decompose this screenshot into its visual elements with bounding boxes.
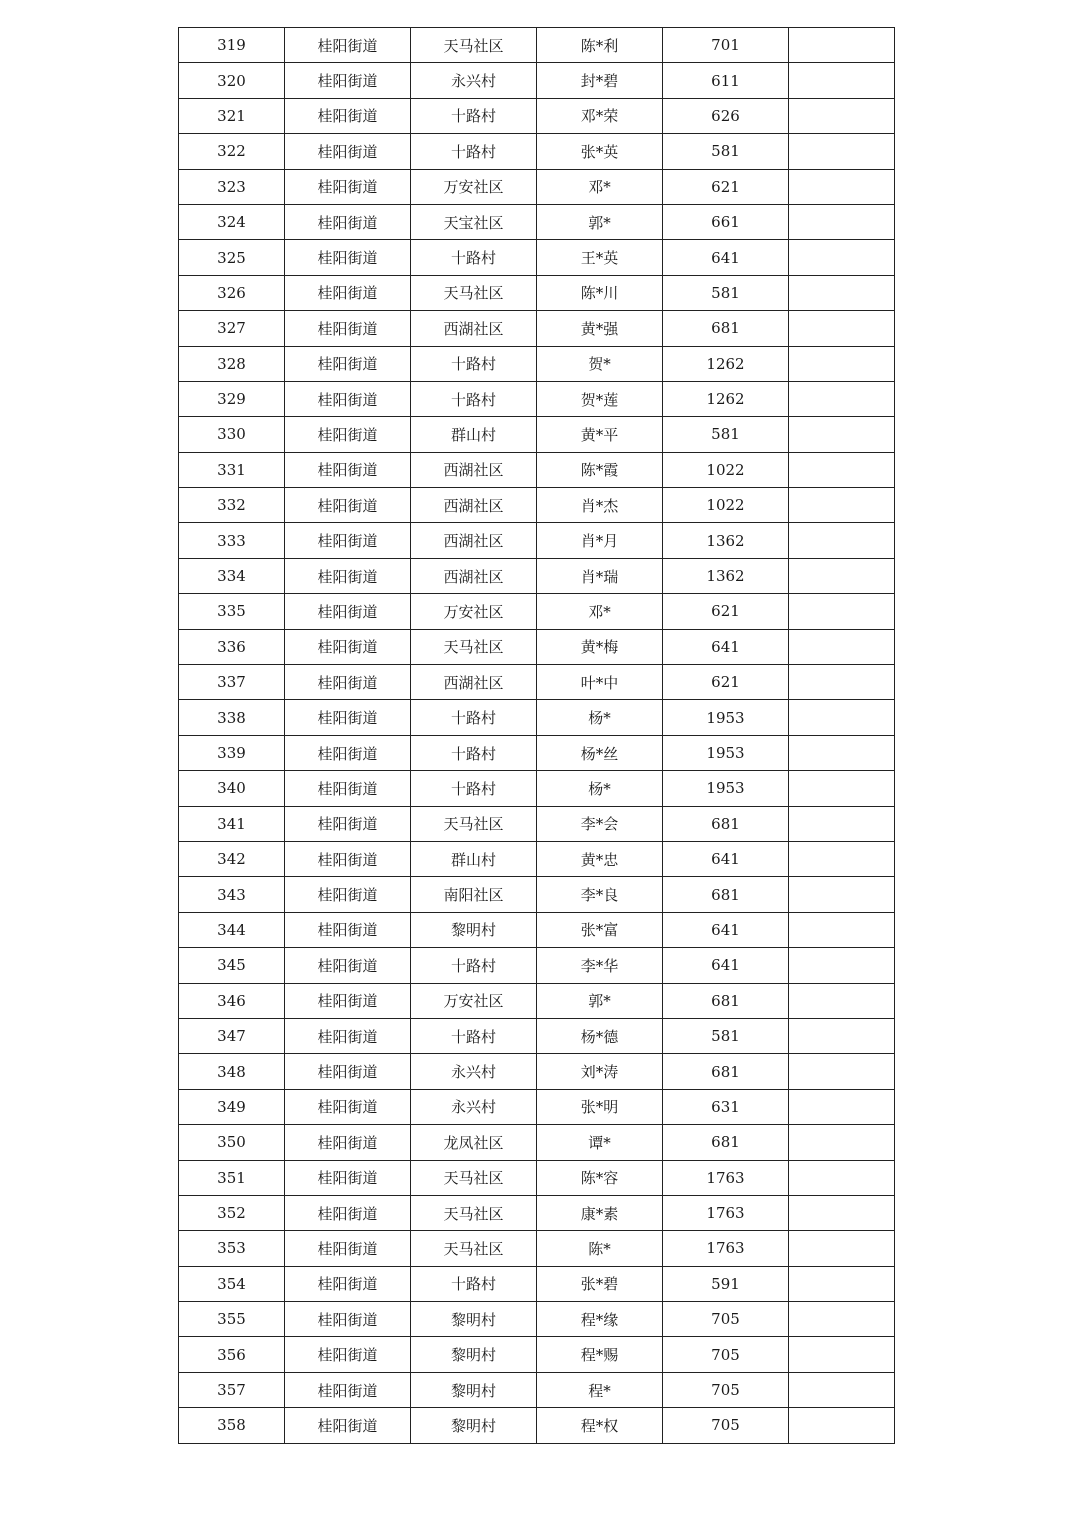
name-cell: 张*碧: [537, 1266, 663, 1301]
amount-cell: 705: [663, 1337, 789, 1372]
row-number-cell: 339: [179, 735, 285, 770]
community-cell: 龙凤社区: [411, 1125, 537, 1160]
note-cell: [789, 1266, 895, 1301]
street-cell: 桂阳街道: [285, 169, 411, 204]
table-row: [179, 771, 895, 806]
table-row: [179, 841, 895, 876]
note-cell: [789, 346, 895, 381]
note-cell: [789, 912, 895, 947]
street-cell: 桂阳街道: [285, 558, 411, 593]
community-cell: 万安社区: [411, 983, 537, 1018]
amount-cell: 705: [663, 1408, 789, 1443]
table-row: [179, 948, 895, 983]
row-number-cell: 328: [179, 346, 285, 381]
note-cell: [789, 488, 895, 523]
name-cell: 邓*荣: [537, 98, 663, 133]
community-cell: 十路村: [411, 771, 537, 806]
street-cell: 桂阳街道: [285, 700, 411, 735]
street-cell: 桂阳街道: [285, 240, 411, 275]
row-number-cell: 333: [179, 523, 285, 558]
row-number-cell: 332: [179, 488, 285, 523]
amount-cell: 1763: [663, 1231, 789, 1266]
table-row: [179, 629, 895, 664]
table-row: [179, 806, 895, 841]
street-cell: 桂阳街道: [285, 948, 411, 983]
roster-table: [178, 27, 895, 1444]
table-row: [179, 488, 895, 523]
row-number-cell: 323: [179, 169, 285, 204]
amount-cell: 681: [663, 983, 789, 1018]
street-cell: 桂阳街道: [285, 275, 411, 310]
table-row: [179, 346, 895, 381]
community-cell: 天马社区: [411, 1160, 537, 1195]
community-cell: 天马社区: [411, 806, 537, 841]
row-number-cell: 341: [179, 806, 285, 841]
note-cell: [789, 841, 895, 876]
name-cell: 叶*中: [537, 665, 663, 700]
name-cell: 郭*: [537, 204, 663, 239]
note-cell: [789, 700, 895, 735]
street-cell: 桂阳街道: [285, 28, 411, 63]
row-number-cell: 354: [179, 1266, 285, 1301]
name-cell: 贺*: [537, 346, 663, 381]
street-cell: 桂阳街道: [285, 1408, 411, 1443]
name-cell: 黄*忠: [537, 841, 663, 876]
community-cell: 天马社区: [411, 1195, 537, 1230]
name-cell: 邓*: [537, 169, 663, 204]
table-row: [179, 735, 895, 770]
amount-cell: 626: [663, 98, 789, 133]
street-cell: 桂阳街道: [285, 63, 411, 98]
row-number-cell: 338: [179, 700, 285, 735]
table-row: [179, 1160, 895, 1195]
community-cell: 西湖社区: [411, 523, 537, 558]
community-cell: 群山村: [411, 417, 537, 452]
note-cell: [789, 98, 895, 133]
name-cell: 李*华: [537, 948, 663, 983]
name-cell: 封*碧: [537, 63, 663, 98]
amount-cell: 641: [663, 912, 789, 947]
name-cell: 肖*瑞: [537, 558, 663, 593]
community-cell: 黎明村: [411, 1337, 537, 1372]
table-row: [179, 98, 895, 133]
community-cell: 十路村: [411, 98, 537, 133]
note-cell: [789, 1337, 895, 1372]
community-cell: 群山村: [411, 841, 537, 876]
street-cell: 桂阳街道: [285, 806, 411, 841]
row-number-cell: 355: [179, 1302, 285, 1337]
name-cell: 郭*: [537, 983, 663, 1018]
document-page: [178, 27, 894, 1444]
table-row: [179, 452, 895, 487]
table-row: [179, 381, 895, 416]
table-row: [179, 700, 895, 735]
street-cell: 桂阳街道: [285, 1160, 411, 1195]
note-cell: [789, 1054, 895, 1089]
street-cell: 桂阳街道: [285, 204, 411, 239]
row-number-cell: 356: [179, 1337, 285, 1372]
note-cell: [789, 381, 895, 416]
amount-cell: 621: [663, 665, 789, 700]
amount-cell: 681: [663, 311, 789, 346]
amount-cell: 1953: [663, 700, 789, 735]
name-cell: 陈*: [537, 1231, 663, 1266]
table-row: [179, 877, 895, 912]
amount-cell: 705: [663, 1302, 789, 1337]
note-cell: [789, 204, 895, 239]
row-number-cell: 326: [179, 275, 285, 310]
row-number-cell: 350: [179, 1125, 285, 1160]
note-cell: [789, 417, 895, 452]
row-number-cell: 319: [179, 28, 285, 63]
street-cell: 桂阳街道: [285, 346, 411, 381]
amount-cell: 1953: [663, 771, 789, 806]
amount-cell: 1763: [663, 1160, 789, 1195]
note-cell: [789, 1231, 895, 1266]
table-row: [179, 311, 895, 346]
table-row: [179, 1266, 895, 1301]
community-cell: 天宝社区: [411, 204, 537, 239]
row-number-cell: 321: [179, 98, 285, 133]
street-cell: 桂阳街道: [285, 665, 411, 700]
community-cell: 西湖社区: [411, 452, 537, 487]
community-cell: 十路村: [411, 700, 537, 735]
street-cell: 桂阳街道: [285, 98, 411, 133]
table-row: [179, 983, 895, 1018]
street-cell: 桂阳街道: [285, 1089, 411, 1124]
row-number-cell: 324: [179, 204, 285, 239]
street-cell: 桂阳街道: [285, 452, 411, 487]
row-number-cell: 353: [179, 1231, 285, 1266]
amount-cell: 681: [663, 877, 789, 912]
community-cell: 十路村: [411, 346, 537, 381]
name-cell: 杨*: [537, 700, 663, 735]
row-number-cell: 342: [179, 841, 285, 876]
note-cell: [789, 948, 895, 983]
note-cell: [789, 1089, 895, 1124]
amount-cell: 1262: [663, 381, 789, 416]
community-cell: 十路村: [411, 381, 537, 416]
amount-cell: 681: [663, 1125, 789, 1160]
table-row: [179, 275, 895, 310]
street-cell: 桂阳街道: [285, 1231, 411, 1266]
amount-cell: 641: [663, 629, 789, 664]
name-cell: 程*赐: [537, 1337, 663, 1372]
note-cell: [789, 594, 895, 629]
community-cell: 西湖社区: [411, 558, 537, 593]
roster-table-body: [179, 28, 895, 1444]
row-number-cell: 344: [179, 912, 285, 947]
amount-cell: 1362: [663, 523, 789, 558]
community-cell: 黎明村: [411, 1408, 537, 1443]
amount-cell: 621: [663, 594, 789, 629]
table-row: [179, 417, 895, 452]
name-cell: 王*英: [537, 240, 663, 275]
street-cell: 桂阳街道: [285, 735, 411, 770]
amount-cell: 1022: [663, 488, 789, 523]
name-cell: 黄*平: [537, 417, 663, 452]
table-row: [179, 134, 895, 169]
row-number-cell: 352: [179, 1195, 285, 1230]
amount-cell: 661: [663, 204, 789, 239]
community-cell: 永兴村: [411, 63, 537, 98]
row-number-cell: 349: [179, 1089, 285, 1124]
community-cell: 永兴村: [411, 1089, 537, 1124]
name-cell: 邓*: [537, 594, 663, 629]
note-cell: [789, 63, 895, 98]
amount-cell: 681: [663, 806, 789, 841]
amount-cell: 581: [663, 1018, 789, 1053]
note-cell: [789, 1408, 895, 1443]
community-cell: 十路村: [411, 735, 537, 770]
community-cell: 西湖社区: [411, 311, 537, 346]
note-cell: [789, 983, 895, 1018]
note-cell: [789, 558, 895, 593]
community-cell: 天马社区: [411, 28, 537, 63]
row-number-cell: 334: [179, 558, 285, 593]
row-number-cell: 347: [179, 1018, 285, 1053]
street-cell: 桂阳街道: [285, 1302, 411, 1337]
table-row: [179, 1337, 895, 1372]
community-cell: 十路村: [411, 134, 537, 169]
street-cell: 桂阳街道: [285, 523, 411, 558]
note-cell: [789, 877, 895, 912]
note-cell: [789, 311, 895, 346]
street-cell: 桂阳街道: [285, 417, 411, 452]
street-cell: 桂阳街道: [285, 134, 411, 169]
note-cell: [789, 665, 895, 700]
name-cell: 杨*丝: [537, 735, 663, 770]
table-row: [179, 1231, 895, 1266]
amount-cell: 641: [663, 948, 789, 983]
note-cell: [789, 240, 895, 275]
amount-cell: 641: [663, 841, 789, 876]
amount-cell: 1763: [663, 1195, 789, 1230]
amount-cell: 681: [663, 1054, 789, 1089]
street-cell: 桂阳街道: [285, 629, 411, 664]
community-cell: 十路村: [411, 948, 537, 983]
street-cell: 桂阳街道: [285, 1372, 411, 1407]
name-cell: 李*良: [537, 877, 663, 912]
amount-cell: 701: [663, 28, 789, 63]
row-number-cell: 357: [179, 1372, 285, 1407]
name-cell: 谭*: [537, 1125, 663, 1160]
name-cell: 肖*月: [537, 523, 663, 558]
table-row: [179, 1302, 895, 1337]
row-number-cell: 358: [179, 1408, 285, 1443]
table-row: [179, 1408, 895, 1443]
name-cell: 黄*强: [537, 311, 663, 346]
row-number-cell: 335: [179, 594, 285, 629]
street-cell: 桂阳街道: [285, 1266, 411, 1301]
note-cell: [789, 1125, 895, 1160]
street-cell: 桂阳街道: [285, 771, 411, 806]
table-row: [179, 1372, 895, 1407]
row-number-cell: 351: [179, 1160, 285, 1195]
row-number-cell: 322: [179, 134, 285, 169]
table-row: [179, 204, 895, 239]
row-number-cell: 327: [179, 311, 285, 346]
name-cell: 黄*梅: [537, 629, 663, 664]
row-number-cell: 325: [179, 240, 285, 275]
amount-cell: 1953: [663, 735, 789, 770]
community-cell: 天马社区: [411, 1231, 537, 1266]
table-row: [179, 28, 895, 63]
note-cell: [789, 1302, 895, 1337]
row-number-cell: 320: [179, 63, 285, 98]
community-cell: 黎明村: [411, 912, 537, 947]
street-cell: 桂阳街道: [285, 983, 411, 1018]
row-number-cell: 348: [179, 1054, 285, 1089]
street-cell: 桂阳街道: [285, 1054, 411, 1089]
table-row: [179, 1089, 895, 1124]
table-row: [179, 1054, 895, 1089]
note-cell: [789, 275, 895, 310]
community-cell: 黎明村: [411, 1302, 537, 1337]
name-cell: 陈*霞: [537, 452, 663, 487]
row-number-cell: 330: [179, 417, 285, 452]
name-cell: 张*明: [537, 1089, 663, 1124]
note-cell: [789, 1372, 895, 1407]
table-row: [179, 240, 895, 275]
note-cell: [789, 1195, 895, 1230]
table-row: [179, 169, 895, 204]
table-row: [179, 665, 895, 700]
name-cell: 刘*涛: [537, 1054, 663, 1089]
table-row: [179, 912, 895, 947]
note-cell: [789, 735, 895, 770]
name-cell: 陈*利: [537, 28, 663, 63]
name-cell: 程*: [537, 1372, 663, 1407]
street-cell: 桂阳街道: [285, 912, 411, 947]
amount-cell: 1362: [663, 558, 789, 593]
community-cell: 永兴村: [411, 1054, 537, 1089]
amount-cell: 1262: [663, 346, 789, 381]
note-cell: [789, 1018, 895, 1053]
street-cell: 桂阳街道: [285, 1195, 411, 1230]
community-cell: 万安社区: [411, 169, 537, 204]
amount-cell: 581: [663, 275, 789, 310]
name-cell: 贺*莲: [537, 381, 663, 416]
street-cell: 桂阳街道: [285, 877, 411, 912]
street-cell: 桂阳街道: [285, 311, 411, 346]
community-cell: 南阳社区: [411, 877, 537, 912]
note-cell: [789, 169, 895, 204]
table-row: [179, 1125, 895, 1160]
street-cell: 桂阳街道: [285, 594, 411, 629]
note-cell: [789, 629, 895, 664]
community-cell: 十路村: [411, 240, 537, 275]
street-cell: 桂阳街道: [285, 1125, 411, 1160]
note-cell: [789, 806, 895, 841]
community-cell: 十路村: [411, 1018, 537, 1053]
street-cell: 桂阳街道: [285, 1018, 411, 1053]
name-cell: 肖*杰: [537, 488, 663, 523]
row-number-cell: 345: [179, 948, 285, 983]
note-cell: [789, 28, 895, 63]
community-cell: 黎明村: [411, 1372, 537, 1407]
name-cell: 杨*: [537, 771, 663, 806]
note-cell: [789, 771, 895, 806]
community-cell: 天马社区: [411, 275, 537, 310]
amount-cell: 641: [663, 240, 789, 275]
row-number-cell: 337: [179, 665, 285, 700]
name-cell: 康*素: [537, 1195, 663, 1230]
table-row: [179, 1195, 895, 1230]
street-cell: 桂阳街道: [285, 1337, 411, 1372]
row-number-cell: 343: [179, 877, 285, 912]
row-number-cell: 340: [179, 771, 285, 806]
amount-cell: 1022: [663, 452, 789, 487]
community-cell: 西湖社区: [411, 488, 537, 523]
table-row: [179, 1018, 895, 1053]
row-number-cell: 346: [179, 983, 285, 1018]
note-cell: [789, 134, 895, 169]
amount-cell: 621: [663, 169, 789, 204]
name-cell: 程*缘: [537, 1302, 663, 1337]
name-cell: 陈*容: [537, 1160, 663, 1195]
table-row: [179, 523, 895, 558]
amount-cell: 581: [663, 417, 789, 452]
amount-cell: 581: [663, 134, 789, 169]
row-number-cell: 336: [179, 629, 285, 664]
name-cell: 陈*川: [537, 275, 663, 310]
community-cell: 十路村: [411, 1266, 537, 1301]
table-row: [179, 594, 895, 629]
table-row: [179, 558, 895, 593]
table-row: [179, 63, 895, 98]
community-cell: 万安社区: [411, 594, 537, 629]
street-cell: 桂阳街道: [285, 488, 411, 523]
note-cell: [789, 1160, 895, 1195]
name-cell: 张*英: [537, 134, 663, 169]
street-cell: 桂阳街道: [285, 381, 411, 416]
row-number-cell: 329: [179, 381, 285, 416]
name-cell: 程*权: [537, 1408, 663, 1443]
street-cell: 桂阳街道: [285, 841, 411, 876]
name-cell: 李*会: [537, 806, 663, 841]
amount-cell: 631: [663, 1089, 789, 1124]
community-cell: 天马社区: [411, 629, 537, 664]
row-number-cell: 331: [179, 452, 285, 487]
note-cell: [789, 452, 895, 487]
community-cell: 西湖社区: [411, 665, 537, 700]
amount-cell: 705: [663, 1372, 789, 1407]
note-cell: [789, 523, 895, 558]
amount-cell: 591: [663, 1266, 789, 1301]
name-cell: 张*富: [537, 912, 663, 947]
name-cell: 杨*德: [537, 1018, 663, 1053]
amount-cell: 611: [663, 63, 789, 98]
